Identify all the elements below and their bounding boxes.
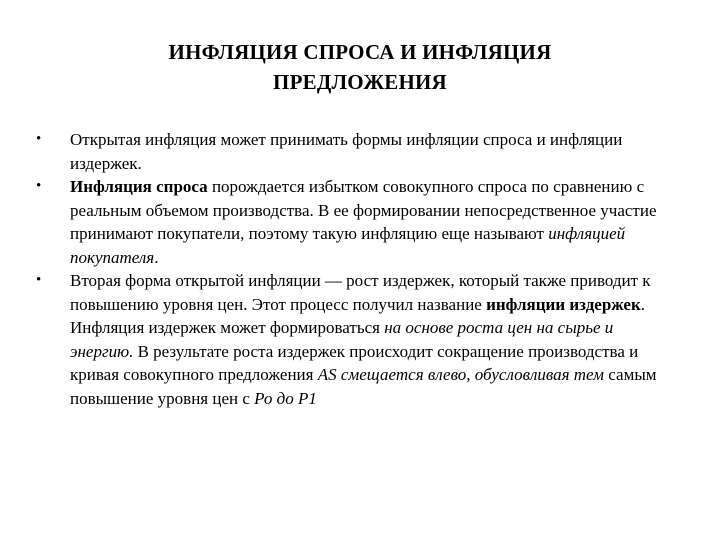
bullet-2-text: порождается избытком совокупного спроса по сравнению с реальным объемом производства. В ее формировании непосредственное участие принимают покупатели, поэтому такую инфляцию еще называют — [70, 177, 657, 243]
title-line-1: ИНФЛЯЦИЯ СПРОСА И ИНФЛЯЦИЯ — [168, 40, 552, 64]
bullet-2-term: Инфляция спроса — [70, 177, 208, 196]
bullet-3-term: инфляции издержек — [486, 294, 641, 314]
bullet-3-text-d: самым повышение уровня цен с — [70, 365, 657, 408]
bullet-item-1 — [36, 128, 666, 175]
bullet-marker: • — [36, 178, 42, 194]
slide-title — [100, 37, 620, 97]
bullet-marker: • — [36, 272, 42, 288]
bullet-item-3 — [36, 269, 666, 410]
bullet-2-italic-term: инфляцией покупателя — [70, 224, 626, 267]
bullet-2-end: . — [154, 247, 159, 267]
bullet-3-text-a: Вторая форма открытой инфляции — рост издержек, который также приводит к повышению уровня цен. Этот процесс получил название — [70, 271, 651, 314]
title-line-2: ПРЕДЛОЖЕНИЯ — [273, 70, 447, 94]
bullet-3-italic-a: на основе роста цен на сырье и энергию. — [70, 318, 614, 361]
bullet-list — [36, 128, 666, 410]
bullet-3-text-b: . Инфляция издержек может формироваться — [70, 294, 646, 337]
bullet-marker: • — [36, 131, 42, 147]
bullet-3-italic-c: Ро до Р1 — [254, 388, 317, 408]
bullet-3-text-c: В результате роста издержек происходит сокращение производства и кривая совокупного предложения — [70, 341, 639, 384]
bullet-3-italic-b: AS смещается влево, обусловливая тем — [317, 365, 605, 384]
bullet-1-text: Открытая инфляция может принимать формы инфляции спроса и инфляции издержек. — [70, 130, 623, 173]
bullet-item-2 — [36, 175, 666, 269]
